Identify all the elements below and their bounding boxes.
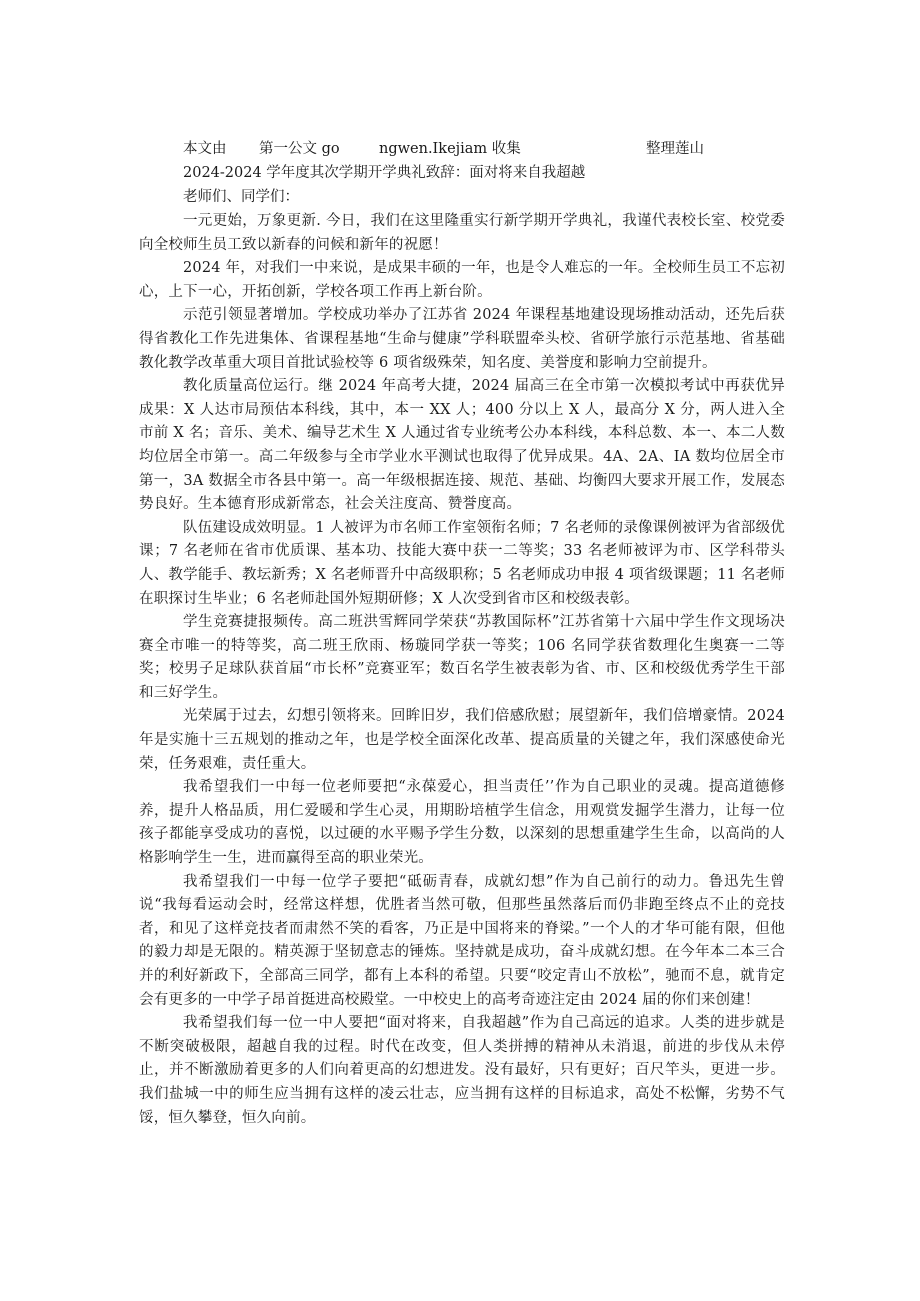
document-title: 2024-2024 学年度其次学期开学典礼致辞：面对将来自我超越 bbox=[183, 165, 586, 181]
header-part-3: ngwen.Ikejiam 收集 bbox=[379, 141, 521, 157]
salutation: 老师们、同学们： bbox=[183, 189, 299, 205]
paragraph: 队伍建设成效明显。1 人被评为市名师工作室领衔名师；7 名老师的录像课例被评为省部级优课；7 名老师在省市优质课、基本功、技能大赛中获一二等奖；33 名老师被评为市、区学科带头人、教学能手、教坛新秀；X 名老师晋升中高级职称；5 名老师成功申报 4 项省级课题；11 名老师在职探讨生毕业；6 名老师赴国外短期研修；X 人次受到省市区和校级表彰。 bbox=[139, 519, 785, 607]
paragraph: 一元更始，万象更新. 今日，我们在这里隆重实行新学期开学典礼，我谨代表校长室、校党委向全校师生员工致以新春的问候和新年的祝愿！ bbox=[139, 213, 785, 253]
paragraph: 2024 年，对我们一中来说，是成果丰硕的一年，也是令人难忘的一年。全校师生员工不忘初心，上下一心，开拓创新，学校各项工作再上新台阶。 bbox=[139, 260, 785, 300]
paragraph: 我希望我们一中每一位老师要把“永葆爱心，担当责任’’作为自己职业的灵魂。提高道德修养，提升人格品质，用仁爱暖和学生心灵，用期盼培植学生信念，用观赏发掘学生潜力，让每一位孩子都能享受成功的喜悦，以过硬的水平赐予学生分数，以深刻的思想重建学生生命，以高尚的人格影响学生一生，进而赢得至高的职业荣光。 bbox=[139, 779, 785, 867]
document-body bbox=[139, 210, 785, 1130]
paragraph: 教化质量高位运行。继 2024 年高考大捷，2024 届高三在全市第一次模拟考试中再获优异成果：X 人达市局预估本科线，其中，本一 XX 人；400 分以上 X 人，最高分 X 分，两人进入全市前 X 名；音乐、美术、编导艺术生 X 人通过省专业统考公办本科线，本科总数、本一、本二人数均位居全市第一。高二年级参与全市学业水平测试也取得了优异成果。4A、2A、IA 数均位居全市第一，3A 数据全市各县中第一。高一年级根据连接、规范、基础、均衡四大要求开展工作，发展态势良好。生本德育形成新常态，社会关注度高、赞誉度高。 bbox=[139, 378, 785, 513]
paragraph: 学生竞赛捷报频传。高二班洪雪辉同学荣获“苏教国际杯”江苏省第十六届中学生作文现场决赛全市唯一的特等奖，高二班王欣雨、杨璇同学获一等奖；106 名同学获省数理化生奥赛一二等奖；校男子足球队获首届“市长杯”竞赛亚军；数百名学生被表彰为省、市、区和校级优秀学生干部和三好学生。 bbox=[139, 614, 785, 701]
paragraph: 我希望我们一中每一位学子要把“砥砺青春，成就幻想”作为自己前行的动力。鲁迅先生曾说“我每看运动会时，经常这样想，优胜者当然可敬，但那些虽然落后而仍非跑至终点不止的竞技者，和见了这样竞技者而肃然不笑的看客，乃正是中国将来的脊梁。”一个人的才华可能有限，但他的毅力却是无限的。精英源于坚韧意志的锤炼。坚持就是成功，奋斗成就幻想。在今年本二本三合并的利好新政下，全部高三同学，都有上本科的希望。只要“咬定青山不放松”，驰而不息，就肯定会有更多的一中学子昂首挺进高校殿堂。一中校史上的高考奇迹注定由 2024 届的你们来创建！ bbox=[139, 873, 785, 1008]
paragraph: 示范引领显著增加。学校成功举办了江苏省 2024 年课程基地建设现场推动活动，还先后获得省教化工作先进集体、省课程基地“生命与健康”学科联盟牵头校、省研学旅行示范基地、省基础教化教学改革重大项目首批试验校等 6 项省级殊荣，知名度、美誉度和影响力空前提升。 bbox=[139, 307, 785, 371]
header-part-4: 整理莲山 bbox=[646, 141, 704, 157]
header-part-1: 本文由 bbox=[183, 141, 227, 157]
paragraph: 我希望我们每一位一中人要把“面对将来，自我超越”作为自己高远的追求。人类的进步就是不断突破极限，超越自我的过程。时代在改变，但人类拼搏的精神从未消退，前进的步伐从未停止，并不断激励着更多的人们向着更高的幻想进发。没有最好，只有更好；百尺竿头，更进一步。我们盐城一中的师生应当拥有这样的凌云壮志，应当拥有这样的目标追求，高处不松懈，劣势不气馁，恒久攀登，恒久向前。 bbox=[139, 1015, 785, 1126]
paragraph: 光荣属于过去，幻想引领将来。回眸旧岁，我们倍感欣慰；展望新年，我们倍增豪情。2024 年是实施十三五规划的推动之年，也是学校全面深化改革、提高质量的关键之年，我们深感使命光荣，任务艰难，责任重大。 bbox=[139, 708, 785, 772]
source-header bbox=[183, 138, 743, 160]
header-part-2: 第一公文 go bbox=[259, 141, 340, 157]
